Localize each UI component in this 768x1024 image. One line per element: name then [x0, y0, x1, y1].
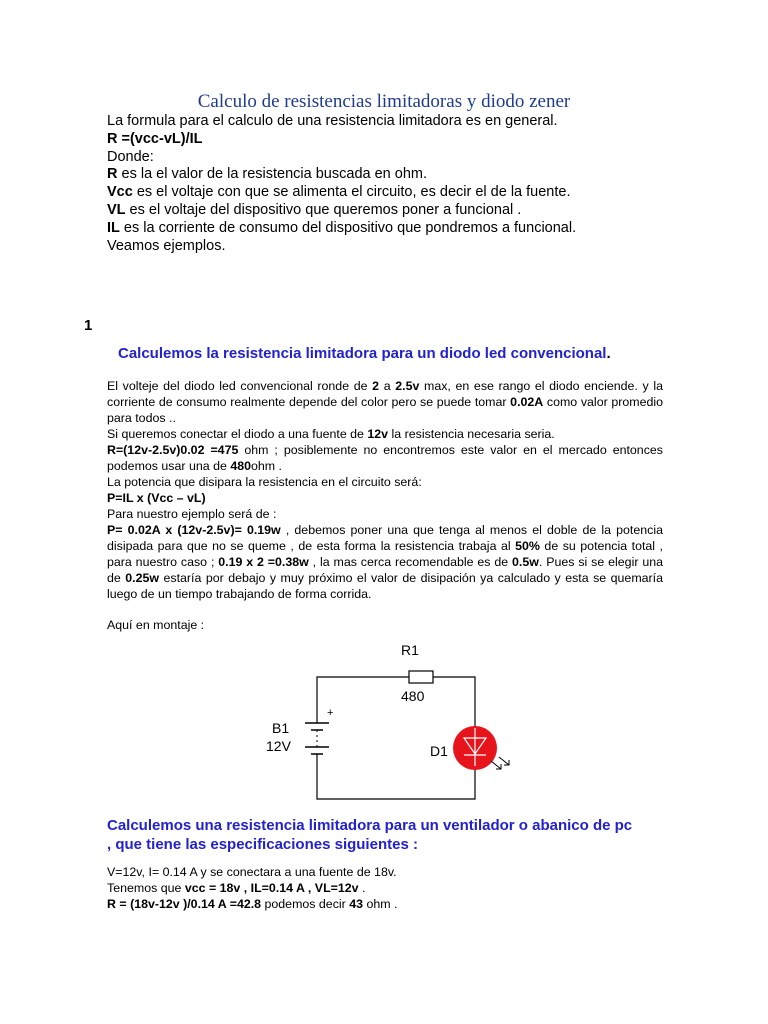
section2-body: [107, 864, 397, 912]
label-battery-value: 12V: [266, 738, 291, 754]
section1-heading: Calculemos la resistencia limitadora para un diodo led convencional.: [118, 345, 611, 362]
def-il: IL es la corriente de consumo del dispositivo que pondremos a funcional.: [107, 219, 577, 236]
label-b1: B1: [272, 720, 290, 736]
def-r: R es la el valor de la resistencia buscada en ohm.: [107, 166, 427, 183]
def-vcc: Vcc es el voltaje con que se alimenta el circuito, es decir el de la fuente.: [107, 184, 571, 201]
def-vl: VL es el voltaje del dispositivo que queremos poner a funcional .: [107, 201, 522, 218]
intro-line: La formula para el calculo de una resistencia limitadora es en general.: [107, 113, 558, 129]
result-line: R = (18v-12v )/0.14 A =42.8 podemos decir 43 ohm .: [107, 897, 398, 911]
page-title: Calculo de resistencias limitadoras y diodo zener: [197, 91, 571, 112]
paragraph: La potencia que disipara la resistencia en el circuito será:: [107, 475, 422, 489]
label-r1: R1: [401, 642, 419, 658]
resistor-symbol: [409, 671, 433, 683]
paragraph: Para nuestro ejemplo será de :: [107, 507, 277, 521]
paragraph: P= 0.02A x (12v-2.5v)= 0.19w , debemos poner una que tenga al menos el doble de la potencia disipada para que no se queme , de esta forma la resistencia trabaja al 50% de su potencia total , para nuestro caso ; 0.19 x 2 =0.38w , la mas cerca recomendable es de 0.5w. Pues si se elegir una de 0.25w estaría por debajo y muy próximo el valor de disipación ya calculado y esta se quemaría luego de un tiempo trabajando de forma corrida.: [107, 523, 663, 601]
montaje-label: Aquí en montaje :: [107, 618, 205, 632]
circuit-wires: [317, 677, 475, 799]
spec-line: V=12v, I= 0.14 A y se conectara a una fuente de 18v.: [107, 865, 397, 879]
section1-body: [107, 378, 663, 633]
formula: R =(vcc-vL)/IL: [107, 130, 203, 147]
label-plus: +: [327, 707, 334, 719]
label-resistor-value: 480: [401, 688, 425, 704]
intro-block: [107, 113, 576, 255]
donde-label: Donde:: [107, 148, 154, 165]
label-d1: D1: [430, 743, 448, 759]
section-number: 1: [84, 317, 93, 334]
values-line: Tenemos que vcc = 18v , IL=0.14 A , VL=12v .: [107, 881, 366, 895]
paragraph: Si queremos conectar el diodo a una fuente de 12v la resistencia necesaria seria.: [107, 427, 555, 441]
section2-heading: Calculemos una resistencia limitadora para un ventilador o abanico de pc , que tiene las especificaciones siguientes :: [107, 817, 633, 853]
power-formula: P=IL x (Vcc – vL): [107, 491, 206, 505]
paragraph: R=(12v-2.5v)0.02 =475 ohm ; posiblemente no encontremos este valor en el mercado entonces podemos usar una de 480ohm .: [107, 443, 663, 473]
circuit-diagram: [255, 638, 525, 808]
battery-symbol: [305, 723, 329, 754]
paragraph: El volteje del diodo led convencional ronde de 2 a 2.5v max, en ese rango el diodo enciende. y la corriente de consumo realmente depende del color pero se puede tomar 0.02A como valor promedio para todos ..: [107, 379, 664, 425]
veamos-line: Veamos ejemplos.: [107, 237, 226, 254]
